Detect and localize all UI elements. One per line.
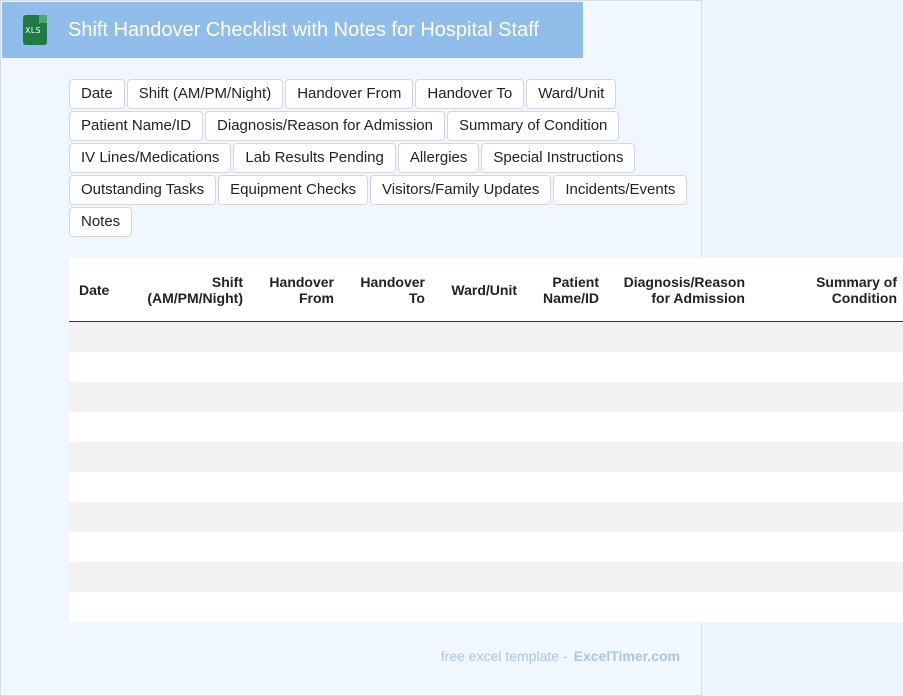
table-cell[interactable] [431, 562, 523, 592]
table-cell[interactable] [523, 382, 605, 412]
table-cell[interactable] [431, 322, 523, 353]
table-cell[interactable] [340, 322, 431, 353]
table-cell[interactable] [431, 472, 523, 502]
table-cell[interactable] [605, 322, 751, 353]
table-cell[interactable] [523, 442, 605, 472]
table-cell[interactable] [129, 352, 249, 382]
table-cell[interactable] [523, 322, 605, 353]
table-cell[interactable] [69, 532, 129, 562]
table-cell[interactable] [523, 472, 605, 502]
table-cell[interactable] [69, 502, 129, 532]
table-cell[interactable] [249, 442, 340, 472]
table-cell[interactable] [340, 412, 431, 442]
table-cell[interactable] [605, 352, 751, 382]
column-header: Date [69, 258, 129, 322]
table-cell[interactable] [605, 562, 751, 592]
column-header: Handover To [340, 258, 431, 322]
table-cell[interactable] [340, 472, 431, 502]
column-chip[interactable]: IV Lines/Medications [69, 143, 231, 173]
column-chip-list [69, 79, 689, 237]
column-header: Shift (AM/PM/Night) [129, 258, 249, 322]
table-cell[interactable] [431, 592, 523, 622]
table-row [69, 382, 903, 412]
column-chip[interactable]: Handover From [285, 79, 413, 109]
table-cell[interactable] [129, 412, 249, 442]
table-cell[interactable] [69, 322, 129, 353]
table-cell[interactable] [129, 442, 249, 472]
table-cell[interactable] [431, 412, 523, 442]
table-cell[interactable] [340, 502, 431, 532]
table-cell[interactable] [129, 592, 249, 622]
column-chip[interactable]: Lab Results Pending [233, 143, 395, 173]
table-cell[interactable] [69, 412, 129, 442]
table-cell[interactable] [751, 382, 903, 412]
table-cell[interactable] [431, 352, 523, 382]
header-bar [2, 2, 583, 58]
table-cell[interactable] [340, 562, 431, 592]
table-cell[interactable] [751, 532, 903, 562]
table-cell[interactable] [523, 352, 605, 382]
table-cell[interactable] [605, 532, 751, 562]
table-row [69, 502, 903, 532]
table-cell[interactable] [129, 562, 249, 592]
column-chip[interactable]: Allergies [398, 143, 480, 173]
column-chip[interactable]: Visitors/Family Updates [370, 175, 551, 205]
column-chip[interactable]: Diagnosis/Reason for Admission [205, 111, 445, 141]
table-cell[interactable] [69, 442, 129, 472]
table-cell[interactable] [605, 382, 751, 412]
table-row [69, 562, 903, 592]
table-container[interactable] [69, 258, 897, 622]
column-chip[interactable]: Incidents/Events [553, 175, 687, 205]
table-cell[interactable] [129, 472, 249, 502]
column-chip[interactable]: Patient Name/ID [69, 111, 203, 141]
table-cell[interactable] [751, 562, 903, 592]
column-header: Patient Name/ID [523, 258, 605, 322]
column-chip[interactable]: Summary of Condition [447, 111, 619, 141]
column-chip[interactable]: Special Instructions [481, 143, 635, 173]
footer-lead-text: free excel template - [440, 648, 568, 664]
table-cell[interactable] [605, 442, 751, 472]
table-cell[interactable] [129, 532, 249, 562]
footer-brand-link[interactable]: ExcelTimer.com [573, 648, 680, 664]
column-chip[interactable]: Notes [69, 207, 132, 237]
table-cell[interactable] [751, 352, 903, 382]
table-row [69, 322, 903, 353]
table-cell[interactable] [605, 502, 751, 532]
table-cell[interactable] [249, 592, 340, 622]
table-cell[interactable] [69, 472, 129, 502]
column-header: Ward/Unit [431, 258, 523, 322]
table-cell[interactable] [751, 592, 903, 622]
table-cell[interactable] [751, 412, 903, 442]
table-cell[interactable] [751, 322, 903, 353]
table-cell[interactable] [340, 532, 431, 562]
table-cell[interactable] [751, 472, 903, 502]
table-row [69, 442, 903, 472]
table-cell[interactable] [249, 322, 340, 353]
table-cell[interactable] [340, 352, 431, 382]
table-cell[interactable] [69, 562, 129, 592]
column-header: Handover From [249, 258, 340, 322]
column-chip[interactable]: Equipment Checks [218, 175, 368, 205]
table-header-row [69, 258, 903, 322]
table-cell[interactable] [340, 592, 431, 622]
excel-file-icon [23, 15, 47, 45]
table-cell[interactable] [249, 532, 340, 562]
table-cell[interactable] [523, 502, 605, 532]
table-cell[interactable] [523, 532, 605, 562]
table-cell[interactable] [249, 562, 340, 592]
table-cell[interactable] [129, 502, 249, 532]
table-cell[interactable] [249, 352, 340, 382]
table-cell[interactable] [605, 472, 751, 502]
page-title: Shift Handover Checklist with Notes for Hospital Staff [68, 18, 539, 41]
table-cell[interactable] [431, 442, 523, 472]
table-cell[interactable] [249, 472, 340, 502]
table-cell[interactable] [249, 502, 340, 532]
table-cell[interactable] [751, 502, 903, 532]
column-chip[interactable]: Date [69, 79, 125, 109]
table-cell[interactable] [340, 382, 431, 412]
table-cell[interactable] [431, 532, 523, 562]
table-row [69, 592, 903, 622]
table-cell[interactable] [523, 592, 605, 622]
table-cell[interactable] [129, 322, 249, 353]
table-cell[interactable] [431, 502, 523, 532]
table-cell[interactable] [751, 442, 903, 472]
table-row [69, 412, 903, 442]
column-chip[interactable]: Shift (AM/PM/Night) [127, 79, 284, 109]
column-chip[interactable]: Ward/Unit [526, 79, 616, 109]
column-header: Diagnosis/Reason for Admission [605, 258, 751, 322]
table-cell[interactable] [69, 382, 129, 412]
checklist-table [69, 258, 903, 622]
column-header: Summary of Condition [751, 258, 903, 322]
table-cell[interactable] [249, 412, 340, 442]
table-cell[interactable] [69, 592, 129, 622]
footer [441, 648, 680, 664]
table-cell[interactable] [249, 382, 340, 412]
table-cell[interactable] [523, 412, 605, 442]
table-cell[interactable] [129, 382, 249, 412]
xls-badge: XLS [25, 26, 41, 35]
table-cell[interactable] [340, 442, 431, 472]
column-chip[interactable]: Outstanding Tasks [69, 175, 216, 205]
table-row [69, 352, 903, 382]
table-row [69, 472, 903, 502]
table-row [69, 532, 903, 562]
table-cell[interactable] [69, 352, 129, 382]
table-cell[interactable] [605, 592, 751, 622]
table-cell[interactable] [523, 562, 605, 592]
column-chip[interactable]: Handover To [415, 79, 524, 109]
table-cell[interactable] [605, 412, 751, 442]
table-cell[interactable] [431, 382, 523, 412]
